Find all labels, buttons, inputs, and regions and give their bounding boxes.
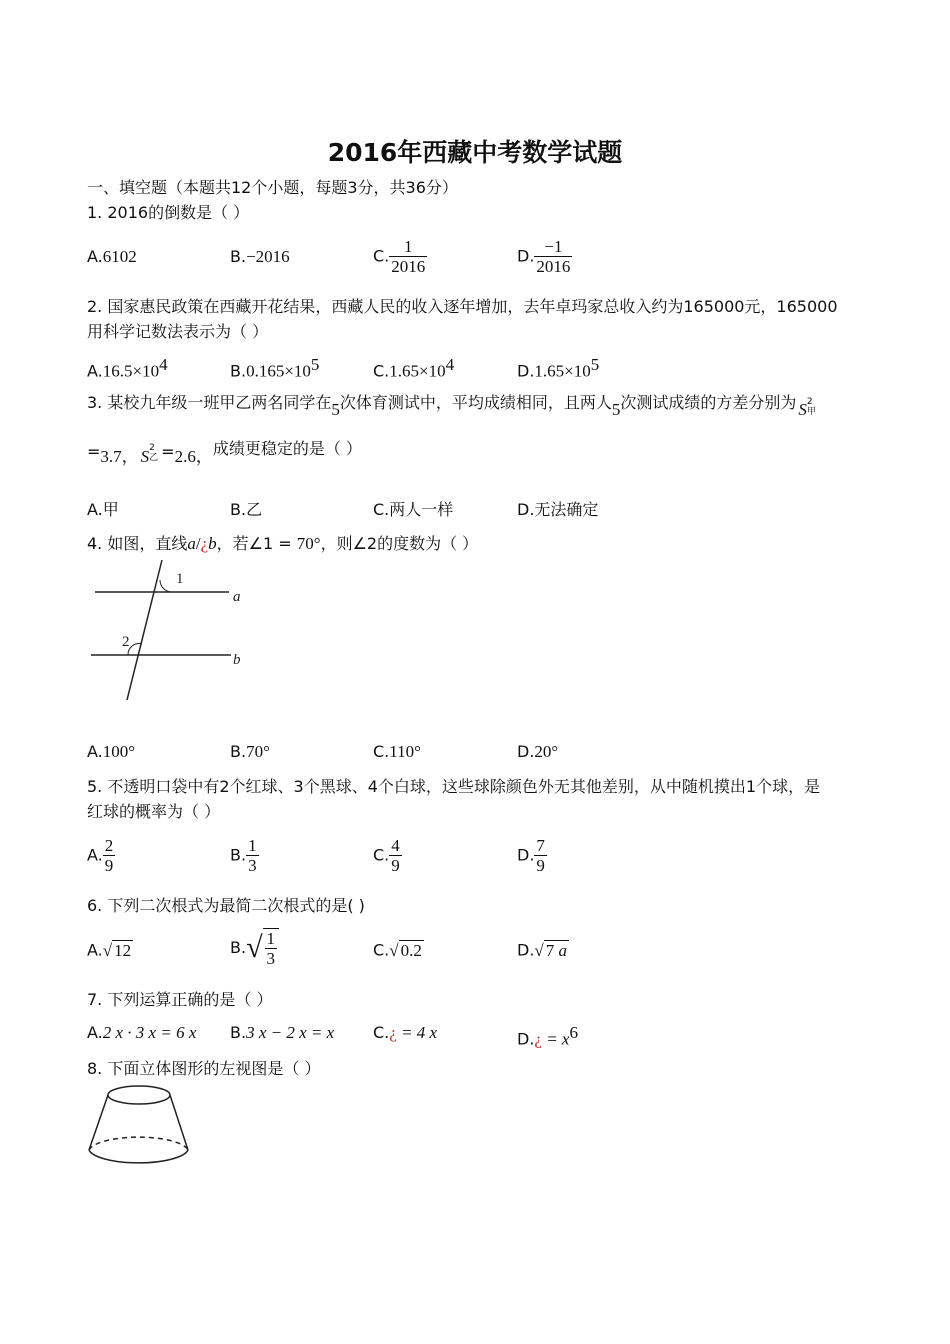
angle-label-1: 1 bbox=[176, 571, 184, 587]
q2-option-c: $C.1.65\times 10^4$ bbox=[373, 355, 455, 381]
q3-option-b: B.乙 bbox=[230, 500, 263, 519]
q3-option-c: C.两人一样 bbox=[373, 500, 454, 519]
q1-option-c: C. $\frac{1}{2016}$ bbox=[373, 237, 426, 276]
q5-option-a: A. $\frac{2}{9}$ bbox=[87, 836, 114, 875]
square-root: √ 7 a bbox=[534, 941, 567, 960]
q2-option-b: $B.0.165\times 10^5$ bbox=[230, 355, 320, 381]
square-root: √ 12 bbox=[102, 941, 132, 960]
q4-option-d: D.20° bbox=[517, 742, 559, 761]
question-4-stem: 4. 如图，直线a/¿b，若∠1 = 70°，则∠2的度数为（ ） bbox=[87, 534, 479, 553]
frustum-figure bbox=[84, 1080, 194, 1172]
q5-option-b: B. $\frac{1}{3}$ bbox=[230, 836, 257, 875]
q2-option-d: $D.1.65\times 10^5$ bbox=[517, 355, 600, 381]
fraction: $\frac{-1}{2016}$ bbox=[536, 237, 571, 276]
q4-option-a: A.100° bbox=[87, 742, 136, 761]
q7-option-d: D.¿ = $x^6$ bbox=[517, 1023, 578, 1049]
question-8-stem: 8. 下面立体图形的左视图是（ ） bbox=[87, 1059, 321, 1078]
question-3-stem-line-1: 3. 某校九年级一班甲乙两名同学在5次体育测试中，平均成绩相同，且两人5次测试成绩的方差分别为 S 2 甲 bbox=[87, 393, 816, 419]
q3-option-d: D.无法确定 bbox=[517, 500, 599, 519]
fraction: $\frac{1}{2016}$ bbox=[391, 237, 426, 276]
q1-option-d: D. $\frac{-1}{2016}$ bbox=[517, 237, 571, 276]
q7-option-c: C.¿ = 4 x bbox=[373, 1023, 438, 1042]
square-root: √ 0.2 bbox=[389, 941, 422, 960]
question-3-stem-line-2: =3.7， S 2 乙 =2.6，成绩更稳定的是（ ） bbox=[87, 439, 362, 466]
q6-option-a: A.√ 12 bbox=[87, 940, 132, 960]
square-root: √ $\frac{1}{3}$ bbox=[246, 928, 279, 968]
q5-option-c: C. $\frac{4}{9}$ bbox=[373, 836, 400, 875]
q4-option-c: C.110° bbox=[373, 742, 421, 761]
q6-option-d: D.√ 7 a bbox=[517, 940, 567, 960]
page-title: 2016年西藏中考数学试题 bbox=[327, 138, 623, 167]
q3-option-a: A.甲 bbox=[87, 500, 119, 519]
question-5-stem-line-2: 红球的概率为（ ） bbox=[87, 802, 221, 821]
q7-option-a: A.2 x · 3 x = 6 x bbox=[87, 1023, 197, 1042]
question-7-stem: 7. 下列运算正确的是（ ） bbox=[87, 990, 273, 1009]
angle-label-2: 2 bbox=[122, 634, 130, 650]
question-5-stem-line-1: 5. 不透明口袋中有2个红球、3个黑球、4个白球，这些球除颜色外无其他差别，从中随机摸出1个球，是 bbox=[87, 777, 821, 796]
section-heading: 一、填空题（本题共12个小题，每题3分，共36分） bbox=[87, 178, 458, 197]
question-2-stem-line-1: 2. 国家惠民政策在西藏开花结果，西藏人民的收入逐年增加，去年卓玛家总收入约为165000元，165000 bbox=[87, 297, 838, 316]
q6-option-c: C.√ 0.2 bbox=[373, 940, 422, 960]
q4-option-b: B.70° bbox=[230, 742, 270, 761]
fraction: $\frac{4}{9}$ bbox=[391, 836, 400, 875]
question-1-stem: 1. 2016的倒数是（ ） bbox=[87, 203, 250, 222]
question-6-stem: 6. 下列二次根式为最简二次根式的是( ) bbox=[87, 896, 365, 915]
q7-option-b: B.3 x − 2 x = x bbox=[230, 1023, 335, 1042]
line-label-b: b bbox=[233, 652, 241, 668]
question-2-stem-line-2: 用科学记数法表示为（ ） bbox=[87, 322, 269, 341]
q1-option-b: B.−2016 bbox=[230, 247, 290, 266]
q6-option-b: B.√ $\frac{1}{3}$ bbox=[230, 928, 279, 968]
fraction: $\frac{7}{9}$ bbox=[536, 836, 545, 875]
fraction: $\frac{1}{3}$ bbox=[248, 836, 257, 875]
q1-option-a: A.6102 bbox=[87, 247, 137, 266]
q5-option-d: D. $\frac{7}{9}$ bbox=[517, 836, 545, 875]
parallel-lines-figure bbox=[85, 555, 255, 705]
fraction: $\frac{2}{9}$ bbox=[104, 836, 114, 875]
q2-option-a: $A.16.5\times 10^4$ bbox=[87, 355, 168, 381]
line-label-a: a bbox=[233, 589, 241, 605]
